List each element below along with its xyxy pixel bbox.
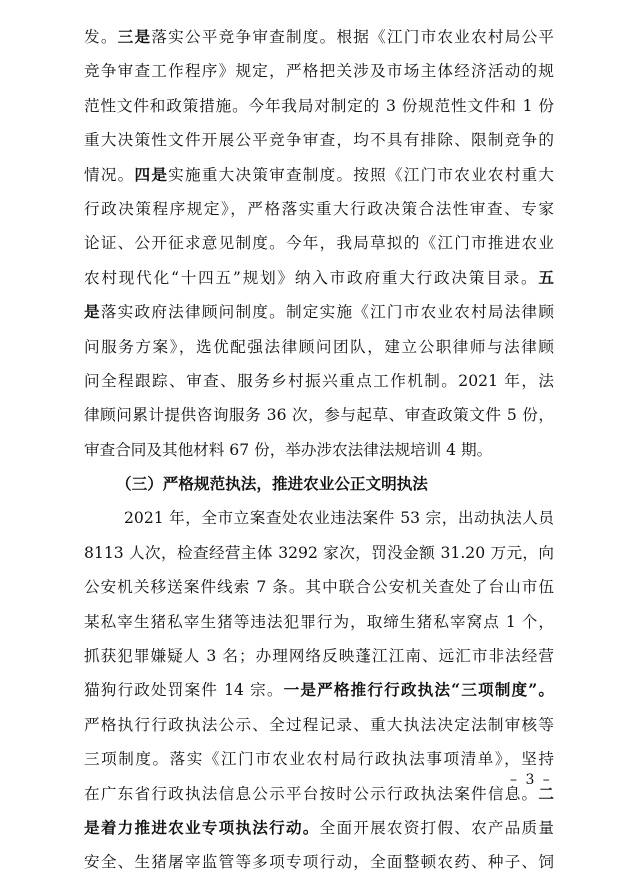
bold-text-segment: 三是 [117, 27, 152, 46]
text-line [84, 639, 554, 673]
text-segment: 论证、公开征求意见制度。今年，我局草拟的《江门市推进农业 [84, 234, 554, 253]
text-line [84, 811, 554, 845]
text-segment: 审查合同及其他材料 67 份，举办涉农法律法规培训 4 期。 [84, 440, 493, 459]
text-segment: 竞争审查工作程序》规定，严格把关涉及市场主体经济活动的规 [84, 62, 554, 81]
text-segment: 律顾问累计提供咨询服务 36 次，参与起草、审查政策文件 5 份， [84, 406, 554, 425]
text-segment: 在广东省行政执法信息公示平台按时公示行政执法案件信息。 [84, 784, 539, 803]
text-segment: 全面开展农资打假、农产品质量 [319, 818, 554, 837]
text-segment: 实施重大决策审查制度。按照《江门市农业农村重大 [168, 165, 554, 184]
page-number: – 3 – [510, 772, 552, 788]
text-line [84, 742, 554, 776]
text-line [84, 433, 554, 467]
text-segment: 猫狗行政处罚案件 14 宗。 [84, 681, 284, 700]
text-line [84, 570, 554, 604]
text-segment: 落实公平竞争审查制度。根据《江门市农业农村局公平 [151, 28, 554, 46]
text-line [84, 226, 554, 260]
text-line [84, 89, 554, 123]
text-segment: 范性文件和政策措施。今年我局对制定的 3 份规范性文件和 1 份 [84, 96, 554, 115]
text-line [84, 398, 554, 432]
text-line [84, 708, 554, 742]
text-segment: 农村现代化“十四五”规划》纳入市政府重大行政决策目录。 [84, 268, 539, 287]
text-segment: 2021 年，全市立案查处农业违法案件 53 宗，出动执法人员 [124, 509, 554, 528]
bold-text-segment: 一是严格推行行政执法“三项制度”。 [283, 680, 554, 700]
bold-text-segment: 是 [84, 302, 101, 322]
text-segment: 落实政府法律顾问制度。制定实施《江门市农业农村局法律顾 [100, 303, 554, 322]
section-heading [84, 467, 554, 501]
text-segment: 8113 人次，检查经营主体 3292 家次，罚没金额 31.20 万元，向 [84, 543, 554, 562]
text-segment: 问全程跟踪、审查、服务乡村振兴重点工作机制。2021 年，法 [84, 371, 554, 390]
text-line [84, 673, 554, 707]
text-line [84, 261, 554, 295]
bold-text-segment: 四是 [134, 164, 169, 184]
text-line [84, 501, 554, 535]
text-line [84, 123, 554, 157]
bold-text-segment: 五 [538, 267, 554, 287]
text-line [84, 295, 554, 329]
text-line [84, 845, 554, 879]
text-line [84, 605, 554, 639]
text-segment: 安全、生猪屠宰监管等多项专项行动，全面整顿农药、种子、饲 [84, 853, 554, 872]
text-segment: 某私宰生猪私宰生猪等违法犯罪行为，取缔生猪私宰窝点 1 个， [84, 612, 554, 631]
text-line [84, 364, 554, 398]
text-segment: 严格执行行政执法公示、全过程记录、重大执法决定法制审核等 [84, 715, 554, 734]
text-line [84, 330, 554, 364]
text-segment: 情况。 [84, 165, 135, 184]
text-line [84, 777, 554, 811]
text-segment: 问服务方案》，选优配强法律顾问团队，建立公职律师与法律顾 [84, 337, 554, 356]
body-text [84, 20, 554, 880]
bold-text-segment: 二 [538, 783, 554, 803]
text-segment: 行政决策程序规定》，严格落实重大行政决策合法性审查、专家 [84, 199, 554, 218]
text-line [84, 20, 554, 54]
text-segment: 抓获犯罪嫌疑人 3 名；办理网络反映蓬江江南、远汇市非法经营 [84, 647, 554, 666]
text-segment: 公安机关移送案件线索 7 条。其中联合公安机关查处了台山市伍 [84, 578, 554, 597]
text-line [84, 536, 554, 570]
bold-text-segment: （三）严格规范执法，推进农业公正文明执法 [116, 475, 428, 494]
text-line [84, 158, 554, 192]
text-segment: 重大决策性文件开展公平竞争审查，均不具有排除、限制竞争的 [84, 131, 554, 150]
text-line [84, 192, 554, 226]
text-line [84, 54, 554, 88]
bold-text-segment: 是着力推进农业专项执法行动。 [84, 817, 320, 837]
text-segment: 发。 [84, 28, 118, 46]
text-segment: 三项制度。落实《江门市农业农村局行政执法事项清单》，坚持 [84, 750, 554, 769]
